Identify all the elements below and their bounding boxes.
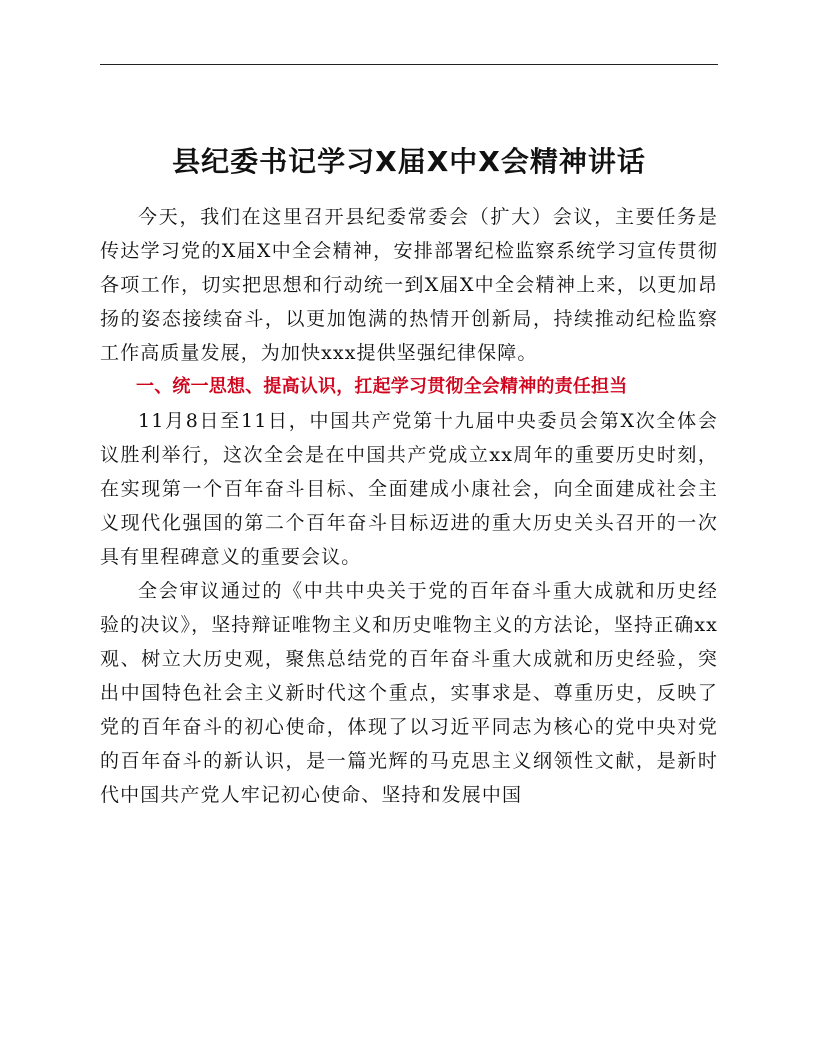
body-paragraph-1: 11月8日至11日，中国共产党第十九届中央委员会第X次全体会议胜利举行，这次全会是在中国共产党成立xx周年的重要历史时刻，在实现第一个百年奋斗目标、全面建成小康社会，向全面建成社会主义现代化强国的第二个百年奋斗目标迈进的重大历史关头召开的一次具有里程碑意义的重要会议。 <box>100 410 718 568</box>
header-rule <box>100 64 718 65</box>
intro-paragraph: 今天，我们在这里召开县纪委常委会（扩大）会议，主要任务是传达学习党的X届X中全会精神，安排部署纪检监察系统学习宣传贯彻各项工作，切实把思想和行动统一到X届X中全会精神上来，以更加昂扬的姿态接续奋斗，以更加饱满的热情开创新局，持续推动纪检监察工作高质量发展，为加快xxx提供坚强纪律保障。 <box>100 206 718 364</box>
body-paragraph-2: 全会审议通过的《中共中央关于党的百年奋斗重大成就和历史经验的决议》，坚持辩证唯物主义和历史唯物主义的方法论，坚持正确xx观、树立大历史观，聚焦总结党的百年奋斗重大成就和历史经验，突出中国特色社会主义新时代这个重点，实事求是、尊重历史，反映了党的百年奋斗的初心使命，体现了以习近平同志为核心的党中央对党的百年奋斗的新认识，是一篇光辉的马克思主义纲领性文献，是新时代中国共产党人牢记初心使命、坚持和发展中国 <box>100 580 718 806</box>
document-body <box>100 200 718 812</box>
document-title: 县纪委书记学习X届X中X会精神讲话 <box>172 145 646 178</box>
section-heading: 一、统一思想、提高认识，扛起学习贯彻全会精神的责任担当 <box>136 376 628 397</box>
